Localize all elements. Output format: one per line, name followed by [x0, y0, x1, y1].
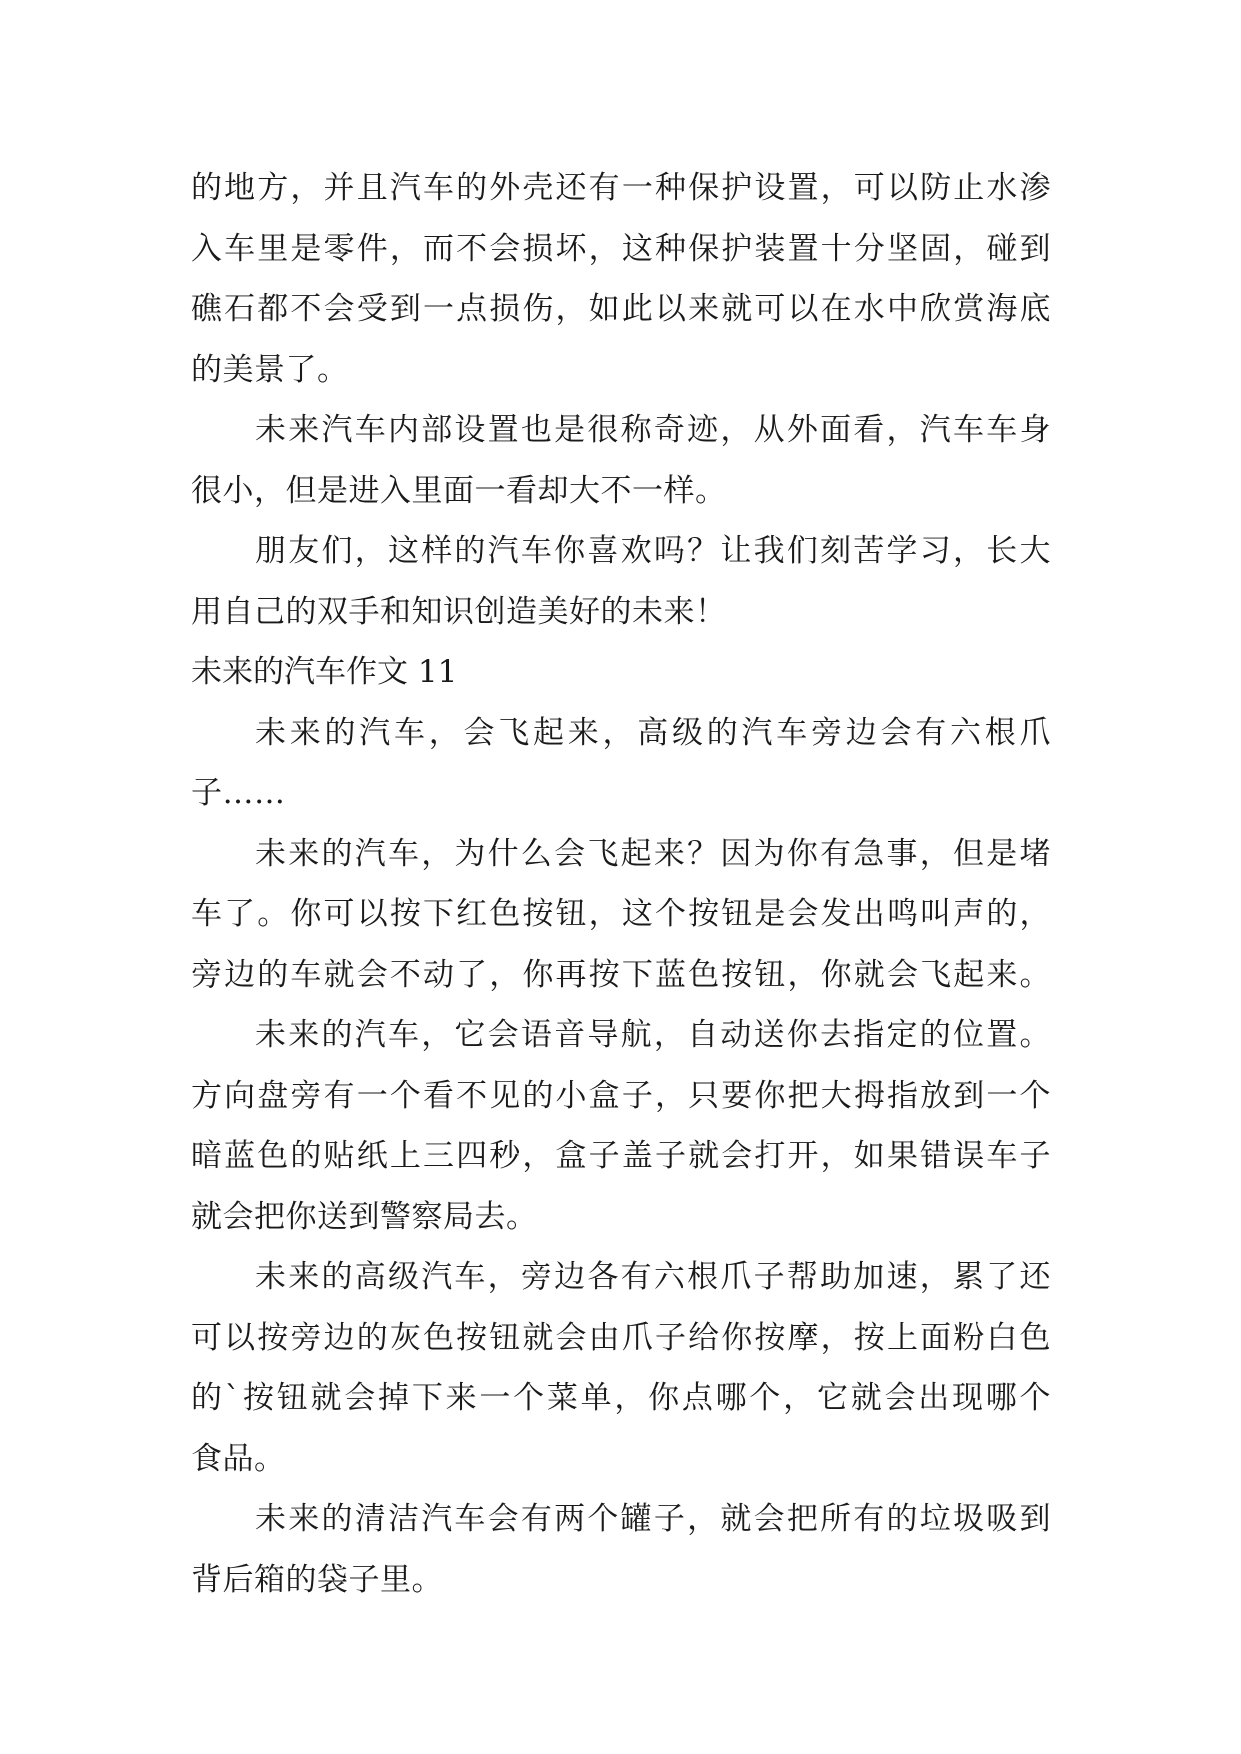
text-line: 方向盘旁有一个看不见的小盒子，只要你把大拇指放到一个	[191, 1077, 1051, 1114]
text-line: 入车里是零件，而不会损坏，这种保护装置十分坚固，碰到	[191, 230, 1051, 267]
text-line: 未来汽车内部设置也是很称奇迹，从外面看，汽车车身	[255, 412, 1051, 448]
text-line: 食品。	[191, 1440, 286, 1477]
text-line: 子……	[191, 775, 286, 811]
text-line: 背后箱的袋子里。	[191, 1561, 443, 1598]
text-line: 未来的高级汽车，旁边各有六根爪子帮助加速，累了还	[255, 1259, 1051, 1295]
text-line: 礁石都不会受到一点损伤，如此以来就可以在水中欣赏海底	[191, 291, 1051, 327]
text-line: 未来的汽车，会飞起来，高级的汽车旁边会有六根爪	[255, 714, 1051, 751]
text-line: 很小，但是进入里面一看却大不一样。	[191, 472, 727, 509]
section-title: 未来的汽车作文 11	[191, 654, 458, 690]
document-page	[191, 158, 1051, 1610]
text-line: 用自己的双手和知识创造美好的未来！	[191, 593, 727, 630]
text-line: 可以按旁边的灰色按钮就会由爪子给你按摩，按上面粉白色	[191, 1319, 1051, 1356]
text-line: 的地方，并且汽车的外壳还有一种保护设置，可以防止水渗	[191, 170, 1051, 206]
text-line: 未来的汽车，它会语音导航，自动送你去指定的位置。	[255, 1017, 1051, 1053]
text-line: 朋友们，这样的汽车你喜欢吗？让我们刻苦学习，长大	[255, 533, 1051, 569]
text-line: 的美景了。	[191, 351, 349, 388]
text-line: 暗蓝色的贴纸上三四秒，盒子盖子就会打开，如果错误车子	[191, 1138, 1051, 1174]
text-line: 旁边的车就会不动了，你再按下蓝色按钮，你就会飞起来。	[191, 956, 1051, 993]
text-line: 未来的清洁汽车会有两个罐子，就会把所有的垃圾吸到	[255, 1501, 1051, 1537]
text-line: 未来的汽车，为什么会飞起来？因为你有急事，但是堵	[255, 835, 1051, 872]
text-line: 的`按钮就会掉下来一个菜单，你点哪个，它就会出现哪个	[191, 1380, 1051, 1416]
text-line: 车了。你可以按下红色按钮，这个按钮是会发出鸣叫声的，	[191, 896, 1051, 932]
text-line: 就会把你送到警察局去。	[191, 1198, 538, 1235]
